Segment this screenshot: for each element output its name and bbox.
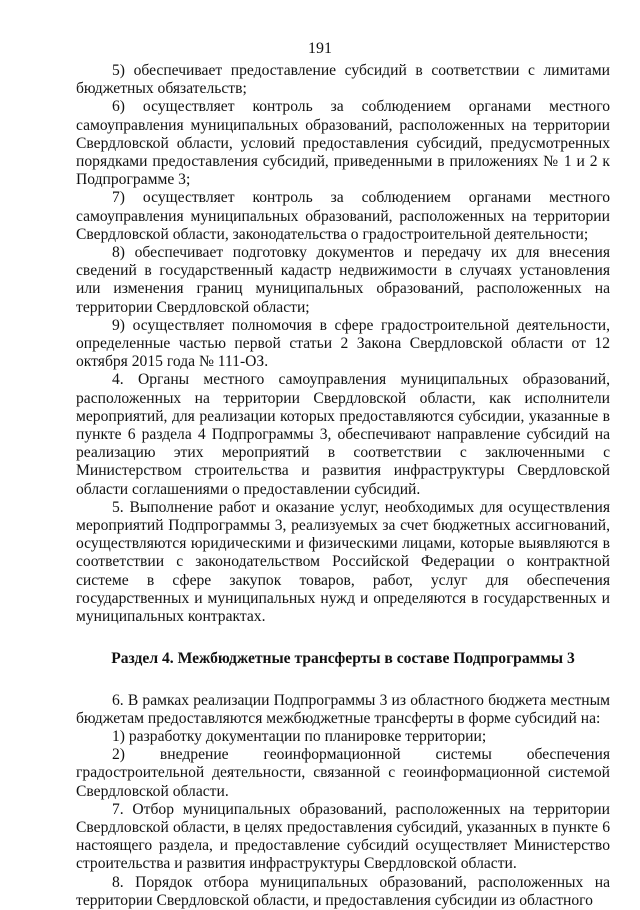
section-heading: Раздел 4. Межбюджетные трансферты в составе Подпрограммы 3 bbox=[111, 650, 575, 668]
paragraph: 6) осуществляет контроль за соблюдением органами местного самоуправления муниципальных образований, расположенных на территории Свердловской области, условий предоставления субсидий, предусмотренных порядками предоставления субсидий, приведенными в приложениях № 1 и 2 к Подпрограмме 3; bbox=[76, 98, 610, 189]
paragraph: 5. Выполнение работ и оказание услуг, необходимых для осуществления мероприятий Подпрограммы 3, реализуемых за счет бюджетных ассигнований, осуществляются юридическими и физическими лицами, которые выявляются в соответствии с законодательством Российской Федерации о контрактной системе в сфере закупок товаров, работ, услуг для обеспечения государственных и муниципальных нужд и определяются в государственных и муниципальных контрактах. bbox=[76, 498, 610, 626]
paragraph: 7. Отбор муниципальных образований, расположенных на территории Свердловской области, в целях предоставления субсидий, указанных в пункте 6 настоящего раздела, и предоставление субсидий осуществляет Министерство строительства и развития инфраструктуры Свердловской области. bbox=[76, 800, 610, 873]
paragraph: 2) внедрение геоинформационной системы обеспечения градостроительной деятельности, связанной с геоинформационной системой Свердловской области. bbox=[76, 746, 610, 800]
paragraph: 9) осуществляет полномочия в сфере градостроительной деятельности, определенные частью первой статьи 2 Закона Свердловской области от 12 октября 2015 года № 111-ОЗ. bbox=[76, 316, 610, 371]
paragraph: 7) осуществляет контроль за соблюдением органами местного самоуправления муниципальных образований, расположенных на территории Свердловской области, законодательства о градостроительной деятельности; bbox=[76, 189, 610, 243]
document-body bbox=[76, 62, 610, 910]
paragraph: 5) обеспечивает предоставление субсидий в соответствии с лимитами бюджетных обязательств; bbox=[76, 62, 610, 98]
paragraph: 8) обеспечивает подготовку документов и передачу их для внесения сведений в государственный кадастр недвижимости в случаях установления или изменения границ муниципальных образований, расположенных на территории Свердловской области; bbox=[76, 244, 610, 316]
paragraph: 8. Порядок отбора муниципальных образований, расположенных на территории Свердловской области, и предоставления субсидии из областного bbox=[76, 873, 610, 909]
paragraph: 1) разработку документации по планировке территории; bbox=[112, 727, 487, 745]
paragraph: 4. Органы местного самоуправления муниципальных образований, расположенных на территории Свердловской области, как исполнители мероприятий, для реализации которых предоставляются субсидии, указанные в пункте 6 раздела 4 Подпрограммы 3, обеспечивают направление субсидий на реализацию этих мероприятий в соответствии с заключенными с Министерством строительства и развития инфраструктуры Свердловской области соглашениями о предоставлении субсидий. bbox=[76, 371, 610, 498]
paragraph: 6. В рамках реализации Подпрограммы 3 из областного бюджета местным бюджетам предоставляются межбюджетные трансферты в форме субсидий на: bbox=[76, 691, 610, 727]
page-number: 191 bbox=[308, 40, 332, 57]
